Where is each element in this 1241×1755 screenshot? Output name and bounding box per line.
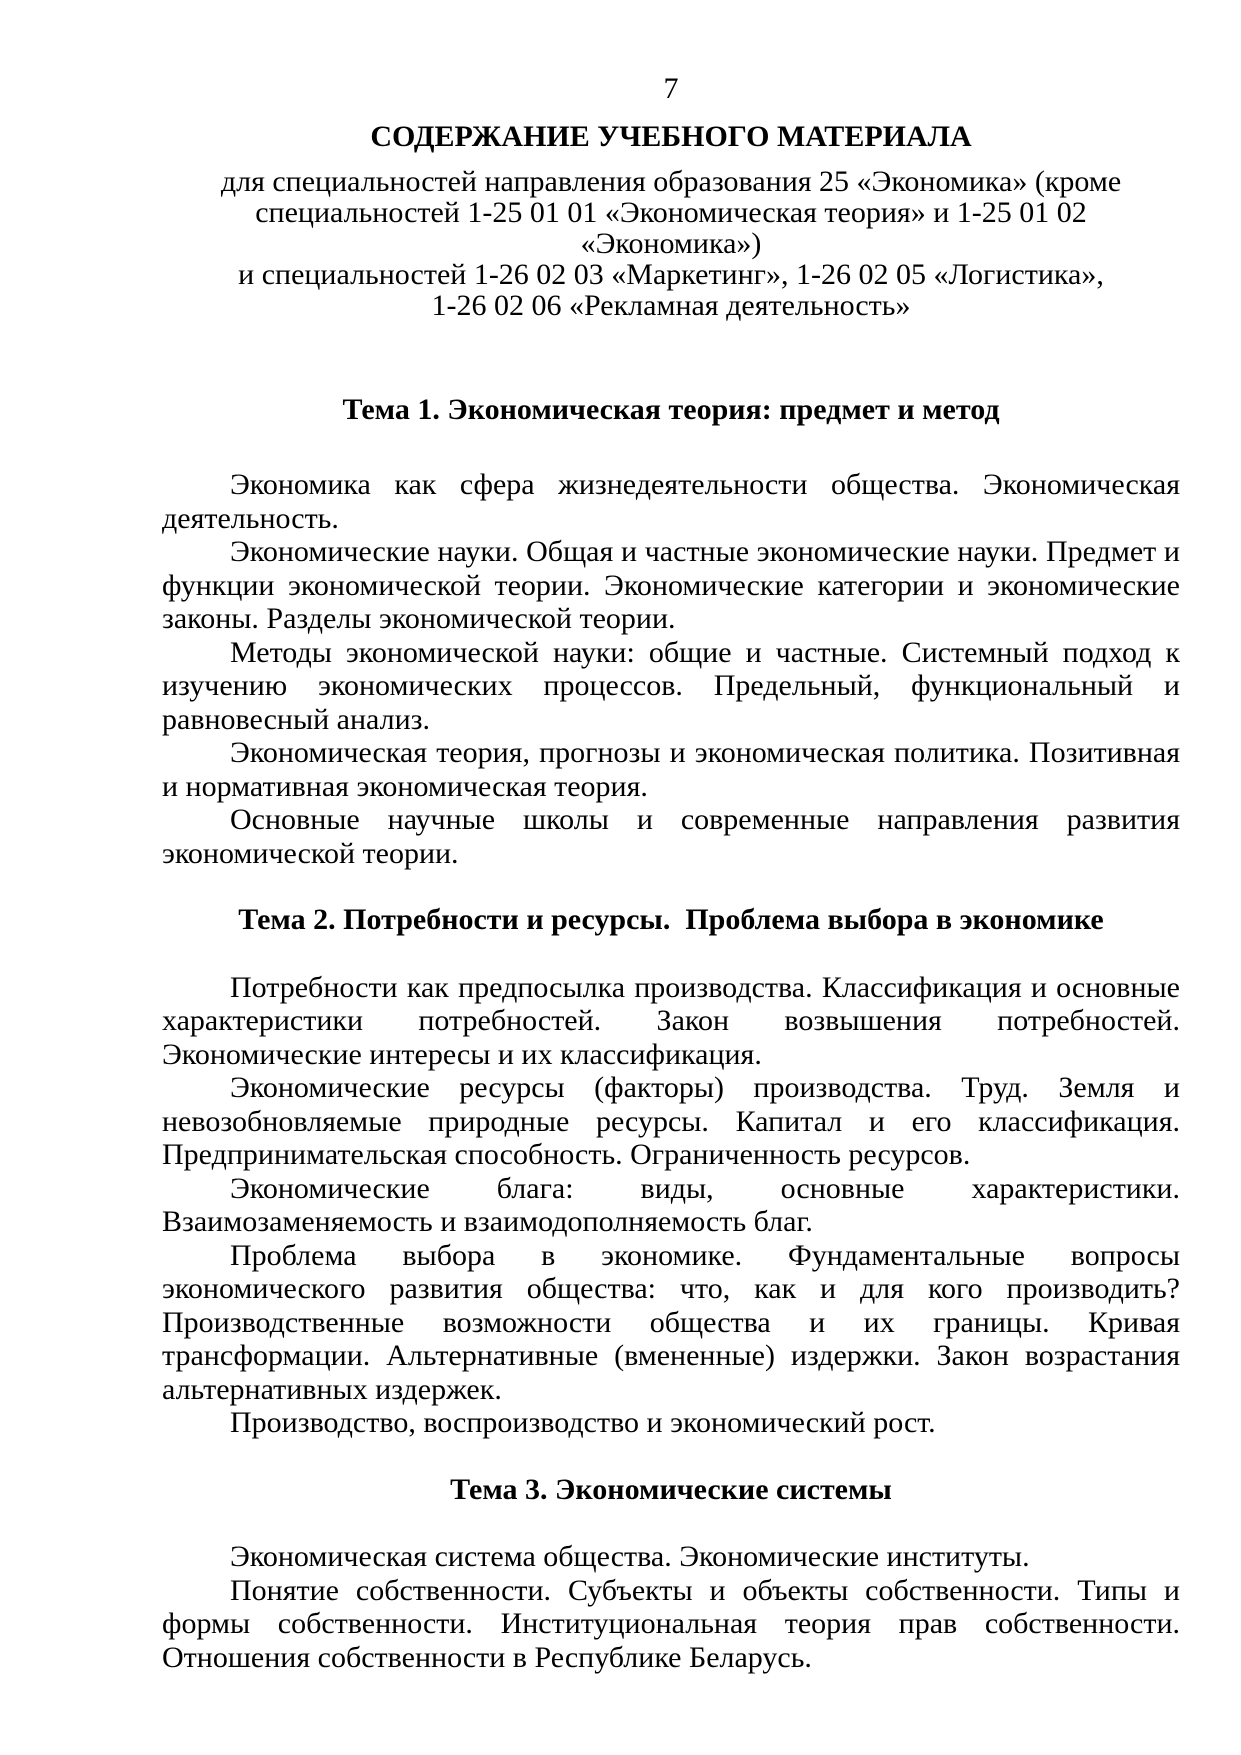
subtitle-line: и специальностей 1-26 02 03 «Маркетинг», 1-26 02 05 «Логистика», [238,257,1104,291]
paragraph-line: Методы экономической науки: общие и частные. Системный подход к [230,635,1180,669]
document-subtitle [162,166,1180,321]
paragraph-line: Экономическая теория, прогнозы и экономическая политика. Позитивная [230,736,1180,769]
paragraph [162,736,1180,803]
document-title: СОДЕРЖАНИЕ УЧЕБНОГО МАТЕРИАЛА [370,120,972,153]
paragraph-line: Экономические науки. Общая и частные экономические науки. Предмет и [230,535,1180,568]
subtitle-line: специальностей 1-25 01 01 «Экономическая теория» и 1-25 01 02 «Экономика») [255,195,1087,260]
paragraph-line: Экономические ресурсы (факторы) производства. Труд. Земля и [230,1071,1180,1104]
paragraph-line: Понятие собственности. Субъекты и объекты собственности. Типы и [230,1573,1180,1607]
section-heading: Тема 2. Потребности и ресурсы. Проблема выбора в экономике [238,903,1104,936]
paragraph [162,535,1180,636]
page-number: 7 [663,72,679,105]
subtitle-line: 1-26 02 06 «Рекламная деятельность» [431,288,911,322]
paragraph-line: функции экономической теории. Экономические категории и экономические [162,568,1180,602]
paragraph-line: Производство, воспроизводство и экономический рост. [230,1406,936,1439]
paragraph-line: изучению экономических процессов. Предельный, функциональный и [162,669,1180,702]
section-heading: Тема 3. Экономические системы [450,1472,892,1506]
paragraph [162,1540,1180,1574]
paragraph [162,636,1180,737]
paragraph [162,1071,1180,1172]
paragraph [162,803,1180,870]
paragraph-line: Экономические интересы и их классификация. [162,1037,762,1071]
paragraph-line: Производственные возможности общества и их границы. Кривая [162,1305,1180,1339]
paragraph-line: Экономические блага: виды, основные характеристики. [230,1171,1180,1205]
paragraph-line: законы. Разделы экономической теории. [162,602,676,635]
paragraph [162,1239,1180,1407]
section-theme-3 [162,1473,1180,1675]
paragraph-line: трансформации. Альтернативные (вмененные) издержки. Закон возрастания [162,1339,1180,1372]
paragraph-line: характеристики потребностей. Закон возвышения потребностей. [162,1004,1180,1037]
paragraph-line: Предпринимательская способность. Ограниченность ресурсов. [162,1138,971,1171]
paragraph-line: равновесный анализ. [162,702,430,736]
paragraph-line: Основные научные школы и современные направления развития [230,803,1180,836]
paragraph-line: Проблема выбора в экономике. Фундаментальные вопросы [230,1238,1180,1272]
paragraph-line: Отношения собственности в Республике Беларусь. [162,1640,812,1674]
section-theme-2 [162,903,1180,1440]
paragraph-line: Потребности как предпосылка производства. Классификация и основные [230,970,1180,1004]
paragraph-line: невозобновляемые природные ресурсы. Капитал и его классификация. [162,1104,1180,1138]
paragraph [162,1172,1180,1239]
paragraph [162,468,1180,535]
paragraph-line: Взаимозаменяемость и взаимодополняемость благ. [162,1205,813,1238]
paragraph-line: экономического развития общества: что, как и для кого производить? [162,1272,1180,1305]
paragraph [162,1406,1180,1440]
section-heading: Тема 1. Экономическая теория: предмет и метод [342,392,1000,426]
paragraph-line: деятельность. [162,501,339,535]
subtitle-line: для специальностей направления образования 25 «Экономика» (кроме [220,164,1122,198]
paragraph-line: формы собственности. Институциональная теория прав собственности. [162,1607,1180,1640]
paragraph-line: альтернативных издержек. [162,1372,502,1406]
paragraph-line: Экономическая система общества. Экономические институты. [230,1540,1030,1573]
paragraph-line: Экономика как сфера жизнедеятельности общества. Экономическая [230,468,1180,501]
paragraph-line: экономической теории. [162,836,459,870]
paragraph-line: и нормативная экономическая теория. [162,769,648,803]
section-theme-1 [162,393,1180,871]
paragraph [162,1574,1180,1675]
paragraph [162,971,1180,1072]
